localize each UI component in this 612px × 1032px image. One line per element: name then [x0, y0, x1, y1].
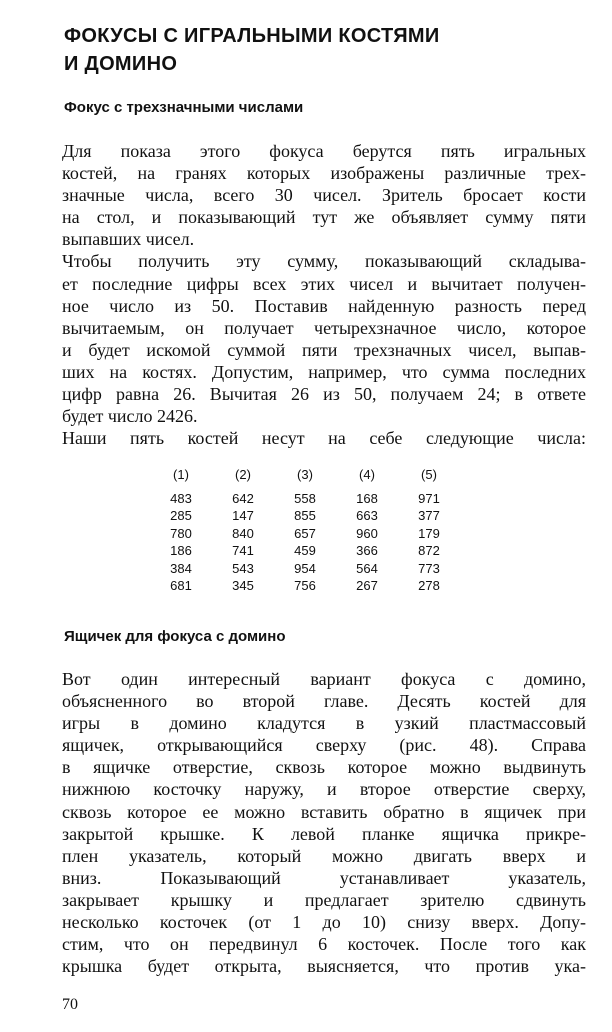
table-cell: 377: [418, 508, 440, 523]
text-line: Для показа этого фокуса берутся пять игральных: [62, 141, 586, 161]
table-cell: 384: [170, 560, 192, 576]
text-line: в ящичке отверстие, сквозь которое можно выдвинуть: [62, 757, 586, 778]
text-line: крышка будет открыта, выясняется, что против ука-: [62, 956, 586, 977]
text-line: вниз. Показывающий устанавливает указатель,: [62, 867, 586, 888]
text-line: цифр равна 26. Вычитая 26 из 50, получаем 24; в ответе: [62, 384, 586, 405]
text-line: Вот один интересный вариант фокуса с домино,: [62, 669, 586, 689]
section-title-domino-box: Ящичек для фокуса с домино: [64, 628, 286, 645]
text-line: и будет искомой суммой пяти трехзначных чисел, выпав-: [62, 339, 586, 360]
column-header: (4): [359, 467, 375, 482]
text-line: сквозь которое ее можно вставить обратно в ящичек при: [62, 801, 586, 822]
table-cell: 872: [418, 543, 440, 558]
text-line: плен указатель, который можно двигать вверх и: [62, 845, 586, 866]
text-line: объясненного во второй главе. Десять костей для: [62, 691, 586, 712]
table-cell: 345: [232, 578, 254, 593]
chapter-title-line-2: И ДОМИНО: [64, 53, 178, 75]
table-row: [150, 542, 460, 560]
text-line: Наши пять костей несут на себе следующие числа:: [62, 428, 586, 449]
table-cell: 855: [294, 508, 316, 523]
column-header: (5): [421, 467, 437, 482]
table-cell: 558: [294, 490, 316, 506]
table-cell: 483: [170, 490, 192, 506]
text-line: на стол, и показывающий тут же объявляет сумму пяти: [62, 207, 586, 228]
text-line: несколько косточек (от 1 до 10) снизу вверх. Допу-: [62, 912, 586, 933]
text-line: закрытой крышке. К левой планке ящичка прикре-: [62, 823, 586, 844]
table-cell: 147: [232, 508, 254, 523]
text-line: стим, что он передвинул 6 косточек. После того как: [62, 934, 586, 955]
column-header: (2): [235, 467, 251, 482]
text-line: значные числа, всего 30 чисел. Зритель бросает кости: [62, 185, 586, 206]
table-cell: 773: [418, 560, 440, 576]
table-cell: 756: [294, 578, 316, 593]
text-line: выпавших чисел.: [62, 229, 195, 250]
table-row: [150, 577, 460, 595]
section1-paragraph-3: [62, 427, 586, 449]
text-line: костей, на гранях которых изображены различные трех-: [62, 163, 586, 184]
table-cell: 564: [356, 560, 378, 576]
dice-numbers-table: [150, 466, 460, 595]
section1-text: [62, 140, 586, 449]
table-cell: 179: [418, 525, 440, 541]
section2-paragraph-1: [62, 668, 586, 977]
text-line: нижнюю косточку наружу, и второе отверстие сверху,: [62, 779, 586, 800]
text-line: ящичек, открывающийся сверху (рис. 48). Справа: [62, 735, 586, 756]
table-cell: 840: [232, 525, 254, 541]
table-cell: 663: [356, 508, 378, 523]
table-row: [150, 525, 460, 543]
table-cell: 681: [170, 578, 192, 593]
table-cell: 186: [170, 543, 192, 558]
text-line: будет число 2426.: [62, 406, 198, 427]
table-cell: 971: [418, 490, 440, 506]
table-cell: 960: [356, 525, 378, 541]
section1-paragraph-1: [62, 140, 586, 250]
table-row: [150, 490, 460, 508]
table-cell: 642: [232, 490, 254, 506]
table-cell: 366: [356, 543, 378, 558]
table-cell: 657: [294, 525, 316, 541]
table-cell: 543: [232, 560, 254, 576]
chapter-title-line-1: ФОКУСЫ С ИГРАЛЬНЫМИ КОСТЯМИ: [64, 25, 440, 47]
text-line: вычитаемым, он получает четырехзначное число, которое: [62, 317, 586, 338]
table-cell: 278: [418, 578, 440, 593]
table-cell: 168: [356, 490, 378, 506]
table-cell: 459: [294, 543, 316, 558]
table-cell: 285: [170, 508, 192, 523]
table-cell: 267: [356, 578, 378, 593]
table-cell: 954: [294, 560, 316, 576]
table-header-row: [150, 466, 460, 490]
section-title-three-digit: Фокус с трехзначными числами: [64, 99, 304, 116]
page-number: 70: [62, 996, 78, 1013]
text-line: ет последние цифры всех этих чисел и вычитает получен-: [62, 273, 586, 294]
section2-text: [62, 668, 586, 977]
text-line: закрывает крышку и предлагает зрителю сдвинуть: [62, 889, 586, 910]
column-header: (3): [297, 467, 313, 482]
table-row: [150, 560, 460, 578]
text-line: ших на костях. Допустим, например, что сумма последних: [62, 361, 586, 382]
table-cell: 741: [232, 543, 254, 558]
section1-paragraph-2: [62, 250, 586, 427]
text-line: Чтобы получить эту сумму, показывающий складыва-: [62, 251, 586, 272]
table-cell: 780: [170, 525, 192, 541]
chapter-title: [64, 22, 564, 78]
text-line: ное число из 50. Поставив найденную разность перед: [62, 295, 586, 316]
table-row: [150, 507, 460, 525]
text-line: игры в домино кладутся в узкий пластмассовый: [62, 713, 586, 734]
column-header: (1): [173, 467, 189, 482]
